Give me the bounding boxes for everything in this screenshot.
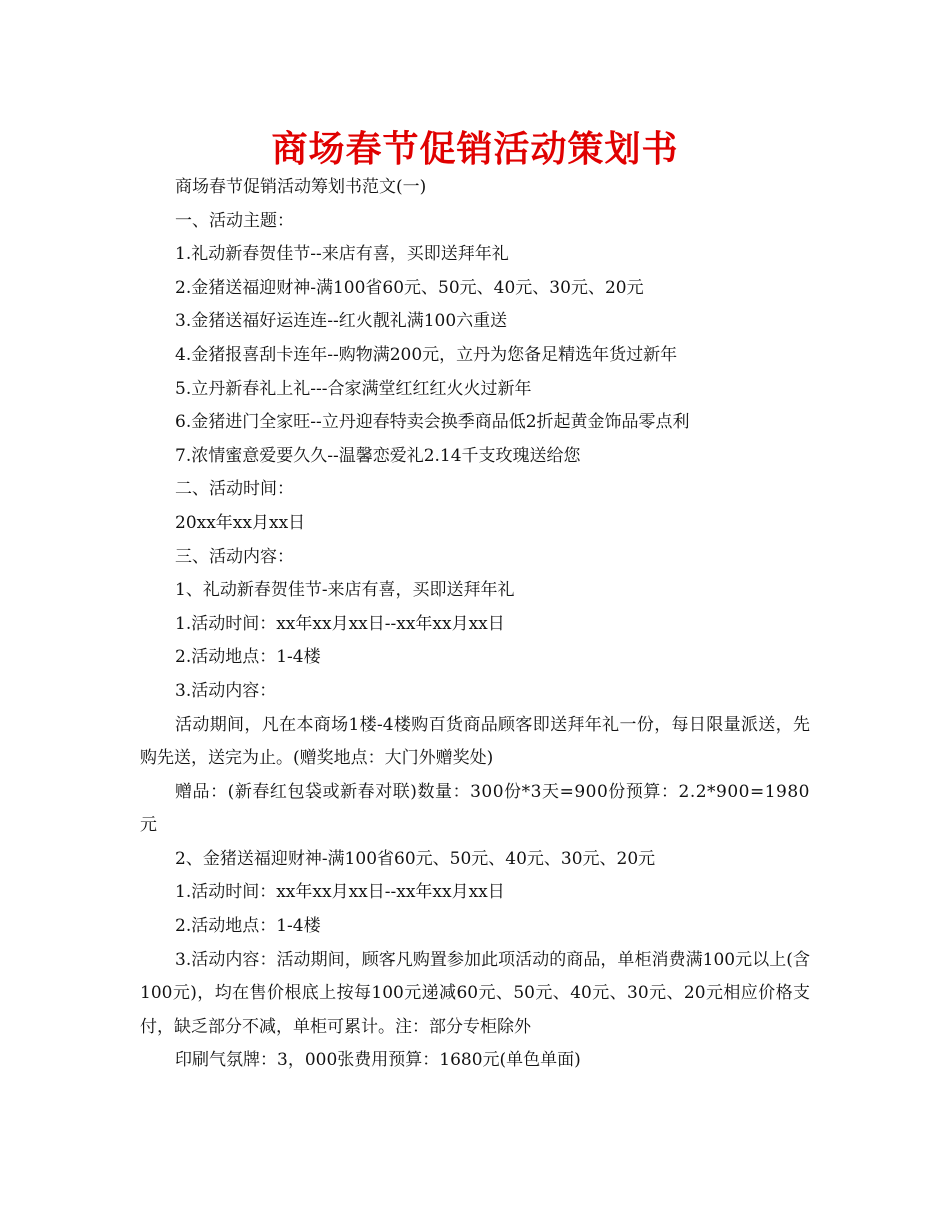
paragraph: 2.活动地点：1-4楼 [175, 647, 321, 668]
paragraph: 3.活动内容： [175, 680, 277, 701]
document-body [140, 171, 810, 1078]
paragraph: 赠品：(新春红包袋或新春对联)数量：300份*3天=900份预算：2.2*900=1980元 [140, 781, 810, 836]
paragraph: 1.活动时间：xx年xx月xx日--xx年xx月xx日 [175, 613, 505, 634]
paragraph: 4.金猪报喜刮卡连年--购物满200元，立丹为您备足精选年货过新年 [175, 344, 678, 365]
paragraph: 20xx年xx月xx日 [175, 512, 306, 533]
paragraph: 7.浓情蜜意爱要久久--温馨恋爱礼2.14千支玫瑰送给您 [175, 445, 581, 466]
paragraph: 一、活动主题： [175, 210, 294, 231]
paragraph: 1、礼动新春贺佳节-来店有喜，买即送拜年礼 [175, 580, 515, 601]
paragraph: 活动期间，凡在本商场1楼-4楼购百货商品顾客即送拜年礼一份，每日限量派送，先购先送，送完为止。(赠奖地点：大门外赠奖处) [140, 714, 810, 769]
paragraph: 3.活动内容：活动期间，顾客凡购置参加此项活动的商品，单柜消费满100元以上(含100元)，均在售价根底上按每100元递减60元、50元、40元、30元、20元相应价格支付，缺乏部分不减，单柜可累计。注：部分专柜除外 [140, 949, 810, 1037]
paragraph: 1.礼动新春贺佳节--来店有喜，买即送拜年礼 [175, 244, 509, 265]
paragraph: 5.立丹新春礼上礼---合家满堂红红红火火过新年 [175, 378, 532, 399]
document-title: 商场春节促销活动策划书 [271, 129, 679, 170]
paragraph: 1.活动时间：xx年xx月xx日--xx年xx月xx日 [175, 882, 505, 903]
paragraph: 三、活动内容： [175, 546, 294, 567]
paragraph: 商场春节促销活动筹划书范文(一) [175, 177, 427, 197]
paragraph: 2、金猪送福迎财神-满100省60元、50元、40元、30元、20元 [175, 848, 656, 869]
paragraph: 2.金猪送福迎财神-满100省60元、50元、40元、30元、20元 [175, 277, 644, 298]
paragraph: 3.金猪送福好运连连--红火靓礼满100六重送 [175, 311, 508, 332]
paragraph: 印刷气氛牌：3，000张费用预算：1680元(单色单面) [175, 1050, 581, 1071]
paragraph: 2.活动地点：1-4楼 [175, 916, 321, 937]
paragraph: 二、活动时间： [175, 479, 294, 500]
paragraph: 6.金猪进门全家旺--立丹迎春特卖会换季商品低2折起黄金饰品零点利 [175, 412, 690, 433]
